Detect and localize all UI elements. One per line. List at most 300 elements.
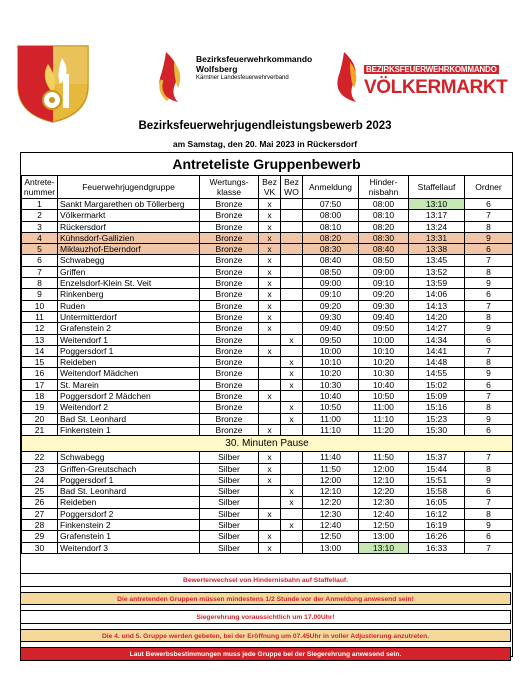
table-cell: 09:30 — [359, 300, 409, 311]
table-cell: 10:10 — [359, 345, 409, 356]
table-cell: Bronze — [200, 300, 259, 311]
note-ceremony-time: Siegerehrung voraussichtlich um 17.00Uhr! — [20, 610, 511, 624]
table-cell: Bronze — [200, 244, 259, 255]
table-cell: 27 — [22, 508, 58, 519]
table-row — [22, 413, 513, 424]
table-cell — [281, 463, 303, 474]
table-cell: 14:20 — [409, 311, 465, 322]
table-row — [22, 497, 513, 508]
table-cell: 6 — [465, 424, 513, 435]
table-cell: 11:40 — [303, 452, 359, 463]
table-cell — [281, 266, 303, 277]
column-header: Antrete-nummer — [22, 176, 58, 199]
table-cell: x — [259, 323, 281, 334]
table-cell: Rinkenberg — [58, 289, 200, 300]
pause-label: 30. Minuten Pause — [22, 436, 513, 452]
table-cell: Ruden — [58, 300, 200, 311]
table-cell: 2 — [22, 210, 58, 221]
table-cell: Silber — [200, 508, 259, 519]
table-cell: x — [259, 391, 281, 402]
table-cell: 16 — [22, 368, 58, 379]
table-cell: 7 — [465, 542, 513, 553]
table-cell: 14:55 — [409, 368, 465, 379]
table-cell: Weitendorf 3 — [58, 542, 200, 553]
table-cell: 09:20 — [303, 300, 359, 311]
table-cell: 22 — [22, 452, 58, 463]
table-cell: 6 — [465, 244, 513, 255]
table-cell: 14:48 — [409, 357, 465, 368]
table-cell: 08:30 — [303, 244, 359, 255]
table-row — [22, 266, 513, 277]
table-cell: 11:50 — [303, 463, 359, 474]
table-cell: 1 — [22, 199, 58, 210]
table-cell: x — [281, 334, 303, 345]
table-cell: 16:19 — [409, 520, 465, 531]
table-cell: 16:26 — [409, 531, 465, 542]
table-cell: x — [281, 486, 303, 497]
document-subtitle: am Samstag, den 20. Mai 2023 in Rückersdorf — [172, 139, 358, 149]
table-cell: 7 — [465, 300, 513, 311]
table-cell: 15:58 — [409, 486, 465, 497]
table-cell: 09:40 — [359, 311, 409, 322]
table-cell — [259, 497, 281, 508]
table-cell: Finkenstein 1 — [58, 424, 200, 435]
table-cell: 16:12 — [409, 508, 465, 519]
table-cell: 12:40 — [303, 520, 359, 531]
table-cell: Bronze — [200, 221, 259, 232]
table-cell — [281, 255, 303, 266]
table-cell: 17 — [22, 379, 58, 390]
table-cell: x — [259, 278, 281, 289]
table-cell: 08:00 — [303, 210, 359, 221]
table-cell: x — [281, 357, 303, 368]
table-cell: 08:50 — [303, 266, 359, 277]
table-cell: Silber — [200, 463, 259, 474]
table-cell: 13:17 — [409, 210, 465, 221]
table-cell: Silber — [200, 531, 259, 542]
table-cell — [281, 508, 303, 519]
table-cell: Völkermarkt — [58, 210, 200, 221]
table-cell: Finkenstein 2 — [58, 520, 200, 531]
table-cell: 28 — [22, 520, 58, 531]
table-cell: Rückersdorf — [58, 221, 200, 232]
column-header: Anmeldung — [303, 176, 359, 199]
table-row — [22, 379, 513, 390]
table-cell: 13:38 — [409, 244, 465, 255]
table-cell: 7 — [465, 391, 513, 402]
table-cell: 30 — [22, 542, 58, 553]
bfk-voelkermarkt-logo — [332, 46, 508, 106]
table-cell: Bronze — [200, 278, 259, 289]
table-cell: 9 — [465, 323, 513, 334]
table-cell: 6 — [22, 255, 58, 266]
table-cell — [281, 289, 303, 300]
bfk-wolfsberg-logo — [152, 46, 332, 106]
table-cell: x — [281, 368, 303, 379]
table-cell: 11:10 — [303, 424, 359, 435]
table-cell: Poggersdorf 2 — [58, 508, 200, 519]
table-cell — [281, 244, 303, 255]
table-cell: x — [259, 266, 281, 277]
table-cell: 12:40 — [359, 508, 409, 519]
table-cell: x — [259, 463, 281, 474]
table-cell: 12 — [22, 323, 58, 334]
table-cell — [281, 278, 303, 289]
column-header: Bez VK — [259, 176, 281, 199]
table-cell: Weitendorf 1 — [58, 334, 200, 345]
table-cell: 7 — [465, 345, 513, 356]
table-cell: 15:02 — [409, 379, 465, 390]
table-cell: 13:59 — [409, 278, 465, 289]
table-cell: 08:30 — [359, 232, 409, 243]
table-row — [22, 402, 513, 413]
table-cell: Bronze — [200, 255, 259, 266]
table-row — [22, 278, 513, 289]
table-row — [22, 311, 513, 322]
table-cell: 8 — [465, 266, 513, 277]
table-cell: 08:40 — [359, 244, 409, 255]
table-cell: 09:40 — [303, 323, 359, 334]
table-cell: Griffen-Greutschach — [58, 463, 200, 474]
table-cell: 11 — [22, 311, 58, 322]
table-cell: Weitendorf Mädchen — [58, 368, 200, 379]
table-cell: 12:30 — [359, 497, 409, 508]
table-cell: Silber — [200, 452, 259, 463]
table-cell: 8 — [465, 463, 513, 474]
table-cell: 9 — [465, 520, 513, 531]
table-cell: 10:00 — [303, 345, 359, 356]
table-cell: 13:10 — [359, 542, 409, 553]
table-cell: 8 — [465, 357, 513, 368]
table-cell: 8 — [465, 311, 513, 322]
table-cell: 09:20 — [359, 289, 409, 300]
table-cell: 10:10 — [303, 357, 359, 368]
table-cell: Bronze — [200, 413, 259, 424]
table-cell: 13:00 — [359, 531, 409, 542]
table-cell: 09:00 — [359, 266, 409, 277]
table-cell: 14:13 — [409, 300, 465, 311]
table-cell: 14:34 — [409, 334, 465, 345]
table-cell: Poggersdorf 1 — [58, 474, 200, 485]
column-header: Bez WO — [281, 176, 303, 199]
table-cell: 8 — [465, 221, 513, 232]
bfk-name-line3: Kärntner Landesfeuerwehrverband — [196, 75, 289, 81]
table-row — [22, 232, 513, 243]
table-cell: x — [259, 508, 281, 519]
table-cell: 18 — [22, 391, 58, 402]
table-cell: 26 — [22, 497, 58, 508]
table-cell: x — [259, 542, 281, 553]
table-cell: Bronze — [200, 311, 259, 322]
table-cell: 08:50 — [359, 255, 409, 266]
table-cell: 20 — [22, 413, 58, 424]
table-cell: x — [259, 452, 281, 463]
table-cell: x — [259, 199, 281, 210]
table-cell: 7 — [465, 255, 513, 266]
table-row — [22, 289, 513, 300]
table-cell: 12:10 — [359, 474, 409, 485]
table-cell: 10:20 — [303, 368, 359, 379]
table-cell: 7 — [465, 497, 513, 508]
column-header: Staffellauf — [409, 176, 465, 199]
fire-brigade-crest-logo — [16, 44, 90, 124]
table-cell: 09:10 — [303, 289, 359, 300]
table-cell: 6 — [465, 486, 513, 497]
note-judge-change: Bewerterwechsel von Hindernisbahn auf Staffellauf. — [20, 573, 511, 587]
table-cell: 4 — [22, 232, 58, 243]
table-cell: x — [281, 402, 303, 413]
table-row — [22, 452, 513, 463]
table-cell: 12:00 — [359, 463, 409, 474]
table-body — [22, 199, 513, 554]
note-opening: Die 4. und 5. Gruppe werden gebeten, bei der Eröffnung um 07.45Uhr in voller Adjustierung anzutreten. — [20, 629, 511, 643]
table-row — [22, 424, 513, 435]
table-cell — [259, 486, 281, 497]
table-cell: 16:05 — [409, 497, 465, 508]
table-cell: 15:44 — [409, 463, 465, 474]
table-cell: 15:51 — [409, 474, 465, 485]
table-cell — [259, 368, 281, 379]
bfk-name-line1: Bezirksfeuerwehrkommando — [196, 54, 313, 64]
table-cell: 6 — [465, 289, 513, 300]
table-row — [22, 221, 513, 232]
table-cell — [281, 210, 303, 221]
table-cell: Bronze — [200, 402, 259, 413]
table-row — [22, 391, 513, 402]
bfk-name-line2: Wolfsberg — [196, 64, 238, 74]
table-cell: 09:30 — [303, 311, 359, 322]
table-cell: 10:30 — [303, 379, 359, 390]
table-cell — [281, 452, 303, 463]
table-cell: Sankt Margarethen ob Töllerberg — [58, 199, 200, 210]
table-cell: 21 — [22, 424, 58, 435]
table-cell: 09:50 — [359, 323, 409, 334]
table-cell: 29 — [22, 531, 58, 542]
table-row — [22, 345, 513, 356]
table-cell: 23 — [22, 463, 58, 474]
table-cell — [281, 232, 303, 243]
column-header: Wertungs-klasse — [200, 176, 259, 199]
table-cell: 12:00 — [303, 474, 359, 485]
table-cell: 10:50 — [359, 391, 409, 402]
table-cell: Bronze — [200, 232, 259, 243]
table-cell: 10:00 — [359, 334, 409, 345]
table-cell: 24 — [22, 474, 58, 485]
table-cell: x — [259, 474, 281, 485]
document-title: Bezirksfeuerwehrjugendleistungsbewerb 2023 — [138, 120, 392, 132]
table-cell: 12:20 — [303, 497, 359, 508]
table-cell: 3 — [22, 221, 58, 232]
table-cell — [281, 474, 303, 485]
table-cell: 10:20 — [359, 357, 409, 368]
table-cell: 12:50 — [359, 520, 409, 531]
table-cell: Bronze — [200, 199, 259, 210]
table-cell: Poggersdorf 2 Mädchen — [58, 391, 200, 402]
table-cell — [281, 345, 303, 356]
table-cell: 09:50 — [303, 334, 359, 345]
table-row — [22, 542, 513, 553]
table-cell: x — [259, 424, 281, 435]
table-cell: Kühnsdorf-Gallizien — [58, 232, 200, 243]
table-row — [22, 520, 513, 531]
table-cell: 13:31 — [409, 232, 465, 243]
table-cell: 11:20 — [359, 424, 409, 435]
table-cell: 11:00 — [359, 402, 409, 413]
table-cell — [259, 357, 281, 368]
table-cell: 09:00 — [303, 278, 359, 289]
table-cell: 11:10 — [359, 413, 409, 424]
table-cell: x — [259, 221, 281, 232]
table-cell: Bronze — [200, 323, 259, 334]
table-cell: 15:30 — [409, 424, 465, 435]
table-cell: Reideben — [58, 357, 200, 368]
table-cell: x — [259, 289, 281, 300]
table-cell: 15:23 — [409, 413, 465, 424]
table-cell: 5 — [22, 244, 58, 255]
table-row — [22, 210, 513, 221]
table-cell: 11:50 — [359, 452, 409, 463]
table-cell: 12:10 — [303, 486, 359, 497]
table-cell: 13:52 — [409, 266, 465, 277]
table-cell: Bronze — [200, 345, 259, 356]
column-header: Ordner — [465, 176, 513, 199]
table-cell: 6 — [465, 199, 513, 210]
note-arrival: Die antretenden Gruppen müssen mindestens 1/2 Stunde vor der Anmeldung anwesend sein! — [20, 592, 511, 606]
table-cell: 14:27 — [409, 323, 465, 334]
table-row — [22, 368, 513, 379]
table-cell: 16:33 — [409, 542, 465, 553]
table-cell: 9 — [465, 413, 513, 424]
table-cell: Poggersdorf 1 — [58, 345, 200, 356]
table-cell: 9 — [465, 474, 513, 485]
table-cell: Bronze — [200, 210, 259, 221]
table-cell: 10:50 — [303, 402, 359, 413]
table-cell: 10 — [22, 300, 58, 311]
table-cell: x — [259, 311, 281, 322]
table-cell: Grafenstein 1 — [58, 531, 200, 542]
table-cell: 8 — [465, 402, 513, 413]
table-cell: 14:41 — [409, 345, 465, 356]
column-header: Feuerwehrjugendgruppe — [58, 176, 200, 199]
table-cell — [281, 323, 303, 334]
table-cell — [281, 542, 303, 553]
table-cell: x — [259, 244, 281, 255]
table-cell: Silber — [200, 486, 259, 497]
table-cell — [259, 520, 281, 531]
table-cell: 14 — [22, 345, 58, 356]
table-cell: 7 — [465, 210, 513, 221]
table-cell: 12:20 — [359, 486, 409, 497]
table-cell: Schwabegg — [58, 452, 200, 463]
table-cell: Bronze — [200, 289, 259, 300]
vk-name-line1: BEZIRKSFEUERWEHRKOMMANDO — [366, 65, 497, 74]
table-cell: 13:45 — [409, 255, 465, 266]
table-cell: Untermitterdorf — [58, 311, 200, 322]
table-row — [22, 244, 513, 255]
table-cell: 13:00 — [303, 542, 359, 553]
table-cell: Silber — [200, 520, 259, 531]
table-cell: Bad St. Leonhard — [58, 486, 200, 497]
table-cell: Bronze — [200, 391, 259, 402]
table-cell: 9 — [465, 368, 513, 379]
table-cell: Silber — [200, 542, 259, 553]
table-cell: 09:10 — [359, 278, 409, 289]
table-cell: Bronze — [200, 379, 259, 390]
table-cell — [281, 391, 303, 402]
table-header-row — [22, 176, 513, 199]
table-cell: 25 — [22, 486, 58, 497]
table-row — [22, 508, 513, 519]
table-cell: Miklauzhof-Eberndorf — [58, 244, 200, 255]
table-row — [22, 334, 513, 345]
table-cell: 8 — [22, 278, 58, 289]
table-row — [22, 463, 513, 474]
table-cell — [281, 424, 303, 435]
column-header: Hinder-nisbahn — [359, 176, 409, 199]
table-row — [22, 255, 513, 266]
table-cell — [281, 300, 303, 311]
table-cell: 13:10 — [409, 199, 465, 210]
table-row — [22, 531, 513, 542]
table-cell: x — [259, 300, 281, 311]
table-cell — [259, 402, 281, 413]
table-cell: Bronze — [200, 357, 259, 368]
table-cell: Schwabegg — [58, 255, 200, 266]
table-cell: 08:10 — [359, 210, 409, 221]
table-cell: 12:50 — [303, 531, 359, 542]
table-cell — [281, 311, 303, 322]
note-attendance: Laut Bewerbsbestimmungen muss jede Gruppe bei der Siegerehrung anwesend sein. — [20, 647, 511, 661]
vk-name-line2: VÖLKERMARKT — [364, 77, 508, 98]
start-list-table — [21, 176, 513, 554]
table-cell: 7 — [22, 266, 58, 277]
table-cell: 19 — [22, 402, 58, 413]
table-cell: 13 — [22, 334, 58, 345]
table-cell: Bronze — [200, 368, 259, 379]
table-cell — [281, 199, 303, 210]
table-cell — [259, 413, 281, 424]
table-cell: 6 — [465, 334, 513, 345]
table-cell: Enzelsdorf-Klein St. Veit — [58, 278, 200, 289]
table-cell: Silber — [200, 497, 259, 508]
table-cell: Reideben — [58, 497, 200, 508]
table-cell: Bronze — [200, 334, 259, 345]
table-cell: 08:00 — [359, 199, 409, 210]
table-cell: Bad St. Leonhard — [58, 413, 200, 424]
table-row — [22, 474, 513, 485]
table-row — [22, 199, 513, 210]
table-cell: 15 — [22, 357, 58, 368]
table-cell — [281, 531, 303, 542]
table-cell — [281, 221, 303, 232]
table-cell: 15:37 — [409, 452, 465, 463]
table-cell: 08:20 — [359, 221, 409, 232]
table-cell: Griffen — [58, 266, 200, 277]
table-cell: 08:20 — [303, 232, 359, 243]
table-row — [22, 357, 513, 368]
table-cell: 9 — [465, 278, 513, 289]
table-cell: 07:50 — [303, 199, 359, 210]
table-cell — [259, 334, 281, 345]
table-cell: 10:40 — [303, 391, 359, 402]
table-cell: x — [281, 379, 303, 390]
table-cell: x — [281, 413, 303, 424]
table-cell: x — [281, 497, 303, 508]
table-cell: 6 — [465, 379, 513, 390]
table-cell: 15:16 — [409, 402, 465, 413]
table-cell: Silber — [200, 474, 259, 485]
pause-row — [22, 436, 513, 452]
